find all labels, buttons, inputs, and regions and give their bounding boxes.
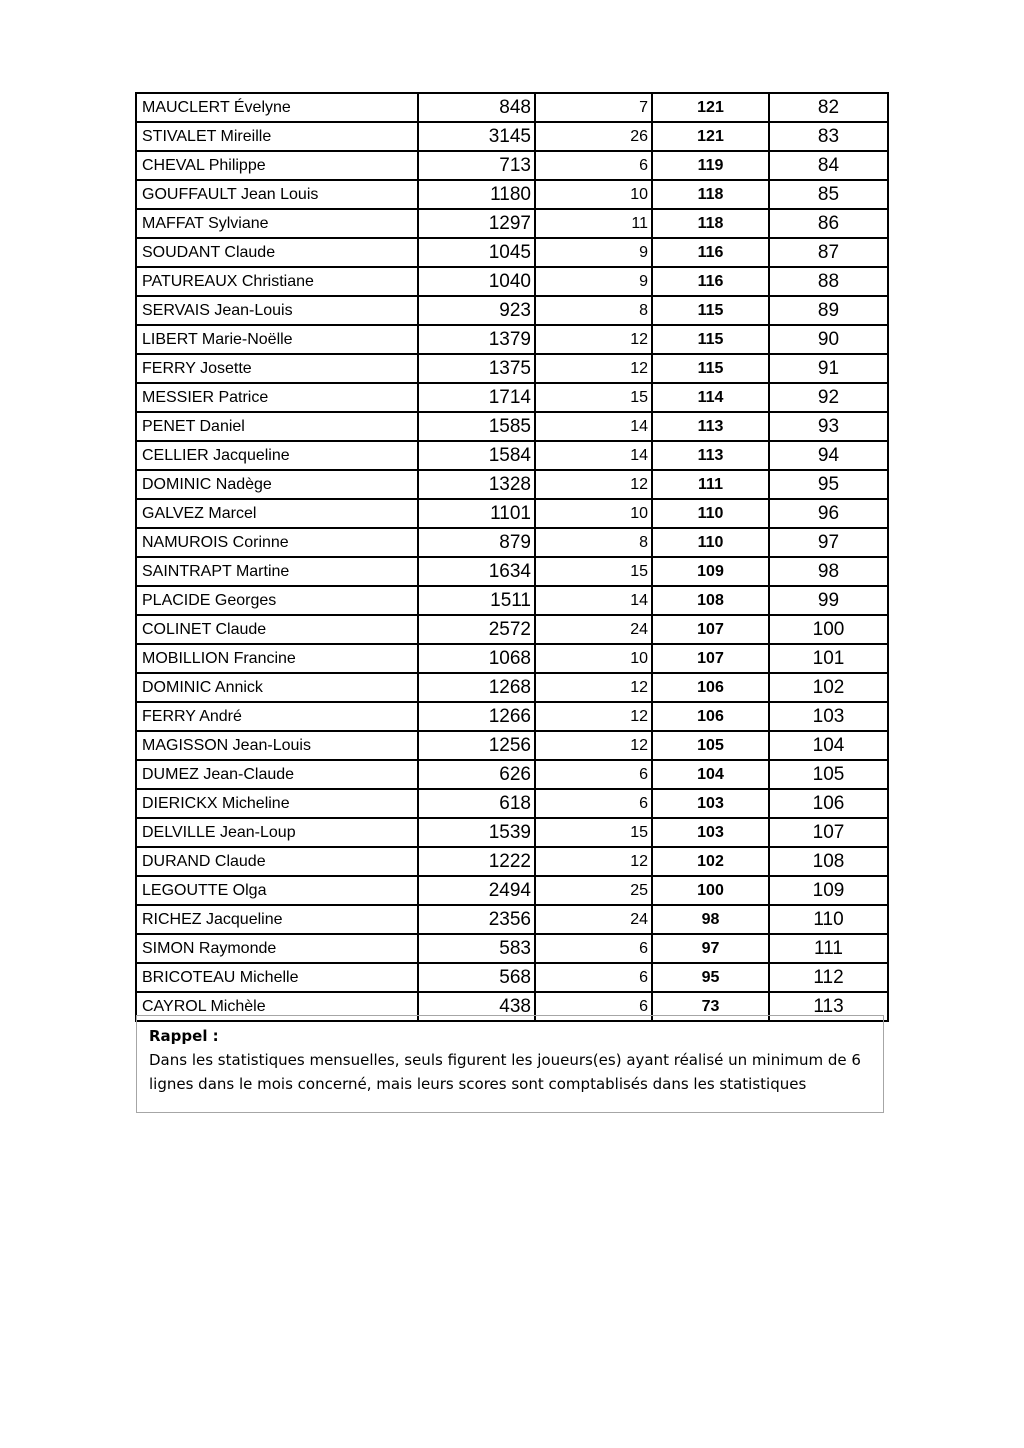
average-cell: 103 [652,789,769,818]
lines-played-cell: 14 [535,412,652,441]
table-row [136,122,888,151]
rank-cell: 94 [769,441,888,470]
lines-played-cell: 12 [535,847,652,876]
average-cell: 121 [652,93,769,122]
player-name-cell: LEGOUTTE Olga [136,876,418,905]
total-pins-cell: 3145 [418,122,535,151]
player-name-cell: FERRY Josette [136,354,418,383]
average-cell: 115 [652,296,769,325]
table-row [136,702,888,731]
lines-played-cell: 8 [535,528,652,557]
stats-table-body [136,93,888,1021]
rank-cell: 98 [769,557,888,586]
average-cell: 118 [652,209,769,238]
table-row [136,296,888,325]
average-cell: 115 [652,354,769,383]
player-name-cell: GALVEZ Marcel [136,499,418,528]
rank-cell: 104 [769,731,888,760]
lines-played-cell: 12 [535,731,652,760]
lines-played-cell: 15 [535,557,652,586]
player-name-cell: PLACIDE Georges [136,586,418,615]
table-row [136,209,888,238]
average-cell: 73 [652,992,769,1021]
total-pins-cell: 1297 [418,209,535,238]
average-cell: 116 [652,238,769,267]
table-row [136,93,888,122]
total-pins-cell: 848 [418,93,535,122]
rank-cell: 107 [769,818,888,847]
lines-played-cell: 15 [535,818,652,847]
total-pins-cell: 626 [418,760,535,789]
rank-cell: 99 [769,586,888,615]
player-name-cell: BRICOTEAU Michelle [136,963,418,992]
rank-cell: 102 [769,673,888,702]
rank-cell: 96 [769,499,888,528]
player-name-cell: CAYROL Michèle [136,992,418,1021]
table-row [136,412,888,441]
total-pins-cell: 1714 [418,383,535,412]
total-pins-cell: 568 [418,963,535,992]
average-cell: 105 [652,731,769,760]
player-name-cell: SERVAIS Jean-Louis [136,296,418,325]
rank-cell: 105 [769,760,888,789]
player-name-cell: SAINTRAPT Martine [136,557,418,586]
rank-cell: 92 [769,383,888,412]
table-row [136,673,888,702]
lines-played-cell: 25 [535,876,652,905]
total-pins-cell: 618 [418,789,535,818]
average-cell: 109 [652,557,769,586]
reminder-text-line-1: Dans les statistiques mensuelles, seuls figurent les joueurs(es) ayant réalisé un minimum de 6 [149,1051,861,1069]
total-pins-cell: 923 [418,296,535,325]
rank-cell: 82 [769,93,888,122]
lines-played-cell: 26 [535,122,652,151]
player-name-cell: LIBERT Marie-Noëlle [136,325,418,354]
total-pins-cell: 2356 [418,905,535,934]
average-cell: 98 [652,905,769,934]
total-pins-cell: 1256 [418,731,535,760]
rank-cell: 90 [769,325,888,354]
total-pins-cell: 1634 [418,557,535,586]
player-name-cell: DUMEZ Jean-Claude [136,760,418,789]
table-row [136,644,888,673]
average-cell: 119 [652,151,769,180]
total-pins-cell: 1268 [418,673,535,702]
lines-played-cell: 14 [535,586,652,615]
player-name-cell: CELLIER Jacqueline [136,441,418,470]
average-cell: 100 [652,876,769,905]
table-row [136,586,888,615]
average-cell: 104 [652,760,769,789]
player-name-cell: PENET Daniel [136,412,418,441]
lines-played-cell: 24 [535,615,652,644]
total-pins-cell: 2494 [418,876,535,905]
table-row [136,963,888,992]
player-name-cell: MOBILLION Francine [136,644,418,673]
table-row [136,238,888,267]
average-cell: 118 [652,180,769,209]
rank-cell: 110 [769,905,888,934]
average-cell: 108 [652,586,769,615]
lines-played-cell: 15 [535,383,652,412]
average-cell: 115 [652,325,769,354]
player-name-cell: PATUREAUX Christiane [136,267,418,296]
rank-cell: 113 [769,992,888,1021]
total-pins-cell: 438 [418,992,535,1021]
total-pins-cell: 1101 [418,499,535,528]
table-row [136,383,888,412]
lines-played-cell: 6 [535,151,652,180]
average-cell: 113 [652,412,769,441]
average-cell: 107 [652,644,769,673]
rank-cell: 83 [769,122,888,151]
average-cell: 116 [652,267,769,296]
total-pins-cell: 2572 [418,615,535,644]
rank-cell: 109 [769,876,888,905]
lines-played-cell: 10 [535,180,652,209]
table-row [136,151,888,180]
table-row [136,876,888,905]
lines-played-cell: 10 [535,644,652,673]
player-name-cell: MAUCLERT Évelyne [136,93,418,122]
player-name-cell: DOMINIC Annick [136,673,418,702]
average-cell: 106 [652,673,769,702]
table-row [136,760,888,789]
rank-cell: 86 [769,209,888,238]
player-name-cell: DELVILLE Jean-Loup [136,818,418,847]
lines-played-cell: 12 [535,354,652,383]
rank-cell: 95 [769,470,888,499]
table-row [136,470,888,499]
player-name-cell: STIVALET Mireille [136,122,418,151]
total-pins-cell: 1040 [418,267,535,296]
total-pins-cell: 583 [418,934,535,963]
rank-cell: 87 [769,238,888,267]
total-pins-cell: 1511 [418,586,535,615]
lines-played-cell: 12 [535,702,652,731]
lines-played-cell: 12 [535,325,652,354]
player-name-cell: DURAND Claude [136,847,418,876]
rank-cell: 97 [769,528,888,557]
table-row [136,789,888,818]
table-row [136,354,888,383]
average-cell: 110 [652,499,769,528]
lines-played-cell: 24 [535,905,652,934]
average-cell: 114 [652,383,769,412]
table-row [136,267,888,296]
reminder-text-line-2: lignes dans le mois concerné, mais leurs scores sont comptablisés dans les statistiques [149,1075,807,1093]
rank-cell: 101 [769,644,888,673]
rank-cell: 106 [769,789,888,818]
lines-played-cell: 9 [535,267,652,296]
rank-cell: 100 [769,615,888,644]
player-name-cell: NAMUROIS Corinne [136,528,418,557]
rank-cell: 89 [769,296,888,325]
lines-played-cell: 6 [535,992,652,1021]
lines-played-cell: 6 [535,789,652,818]
total-pins-cell: 1539 [418,818,535,847]
player-name-cell: MAGISSON Jean-Louis [136,731,418,760]
player-name-cell: MESSIER Patrice [136,383,418,412]
player-name-cell: CHEVAL Philippe [136,151,418,180]
average-cell: 110 [652,528,769,557]
average-cell: 95 [652,963,769,992]
table-row [136,441,888,470]
table-row [136,528,888,557]
average-cell: 107 [652,615,769,644]
table-row [136,499,888,528]
reminder-box [136,1015,884,1113]
player-name-cell: GOUFFAULT Jean Louis [136,180,418,209]
average-cell: 111 [652,470,769,499]
total-pins-cell: 879 [418,528,535,557]
table-row [136,934,888,963]
table-row [136,847,888,876]
total-pins-cell: 1266 [418,702,535,731]
reminder-title: Rappel : [149,1027,219,1045]
average-cell: 121 [652,122,769,151]
total-pins-cell: 1585 [418,412,535,441]
average-cell: 106 [652,702,769,731]
player-name-cell: SOUDANT Claude [136,238,418,267]
rank-cell: 111 [769,934,888,963]
total-pins-cell: 1328 [418,470,535,499]
player-stats-table [135,92,889,1022]
total-pins-cell: 1180 [418,180,535,209]
lines-played-cell: 12 [535,470,652,499]
player-name-cell: DIERICKX Micheline [136,789,418,818]
rank-cell: 112 [769,963,888,992]
rank-cell: 108 [769,847,888,876]
rank-cell: 93 [769,412,888,441]
table-row [136,731,888,760]
rank-cell: 85 [769,180,888,209]
total-pins-cell: 1045 [418,238,535,267]
player-name-cell: COLINET Claude [136,615,418,644]
player-name-cell: DOMINIC Nadège [136,470,418,499]
rank-cell: 91 [769,354,888,383]
table-row [136,818,888,847]
total-pins-cell: 1584 [418,441,535,470]
player-name-cell: FERRY André [136,702,418,731]
total-pins-cell: 1068 [418,644,535,673]
lines-played-cell: 7 [535,93,652,122]
table-row [136,905,888,934]
rank-cell: 88 [769,267,888,296]
player-name-cell: RICHEZ Jacqueline [136,905,418,934]
table-row [136,557,888,586]
table-row [136,325,888,354]
table-row [136,615,888,644]
average-cell: 97 [652,934,769,963]
table-row [136,180,888,209]
total-pins-cell: 1379 [418,325,535,354]
rank-cell: 84 [769,151,888,180]
lines-played-cell: 12 [535,673,652,702]
lines-played-cell: 10 [535,499,652,528]
lines-played-cell: 8 [535,296,652,325]
rank-cell: 103 [769,702,888,731]
lines-played-cell: 6 [535,963,652,992]
total-pins-cell: 713 [418,151,535,180]
lines-played-cell: 6 [535,760,652,789]
lines-played-cell: 6 [535,934,652,963]
lines-played-cell: 9 [535,238,652,267]
lines-played-cell: 14 [535,441,652,470]
average-cell: 102 [652,847,769,876]
average-cell: 113 [652,441,769,470]
average-cell: 103 [652,818,769,847]
lines-played-cell: 11 [535,209,652,238]
total-pins-cell: 1222 [418,847,535,876]
player-name-cell: MAFFAT Sylviane [136,209,418,238]
total-pins-cell: 1375 [418,354,535,383]
player-name-cell: SIMON Raymonde [136,934,418,963]
